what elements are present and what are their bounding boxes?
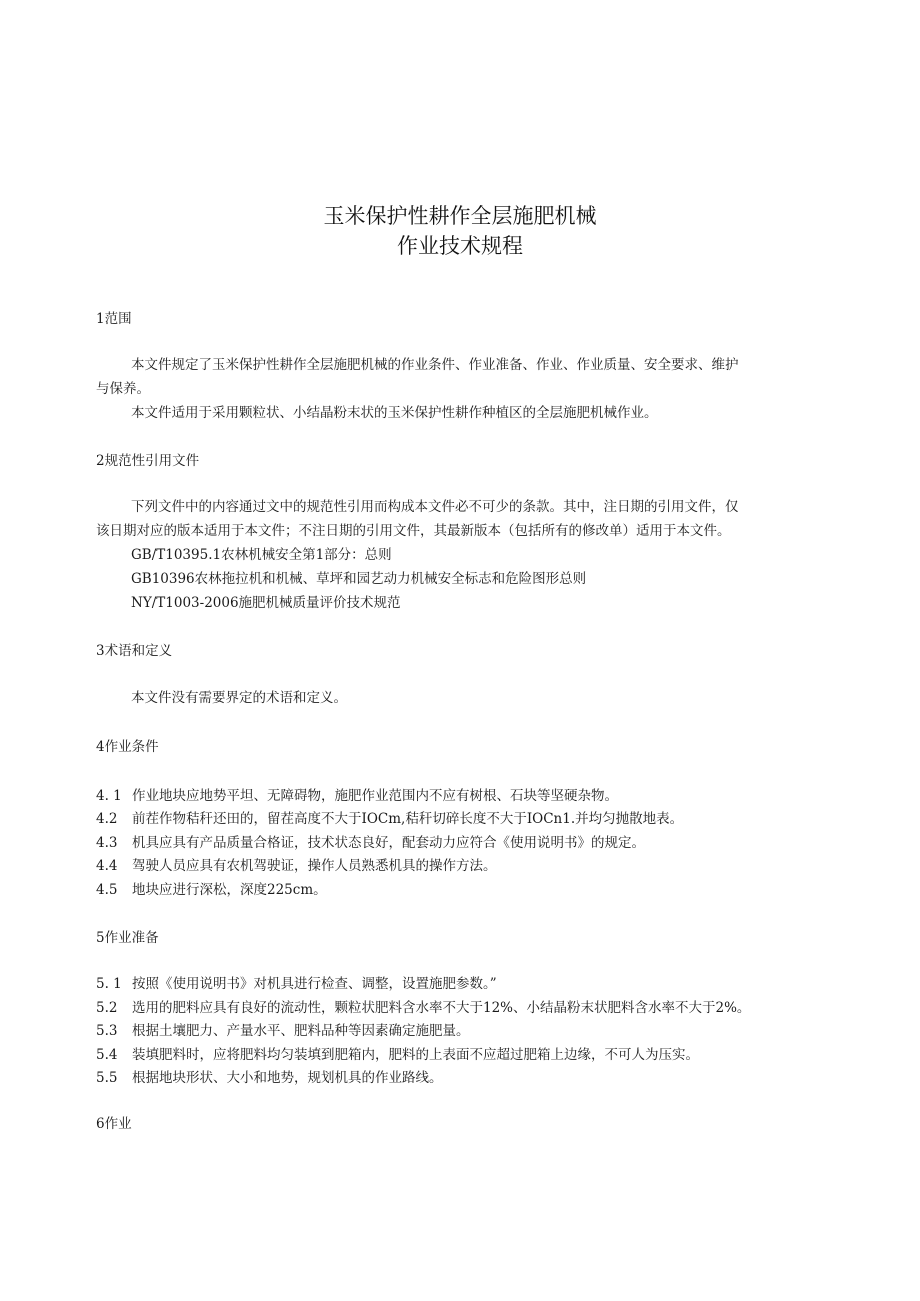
list-item bbox=[96, 810, 683, 828]
document-title-line2: 作业技术规程 bbox=[397, 234, 523, 258]
item-number: 5.5 bbox=[96, 1070, 118, 1086]
item-number: 4.3 bbox=[96, 835, 118, 851]
item-number: 5. 1 bbox=[96, 976, 122, 992]
item-text: 根据地块形状、大小和地势，规划机具的作业路线。 bbox=[132, 1070, 443, 1086]
paragraph: 本文件没有需要界定的术语和定义。 bbox=[131, 690, 347, 706]
item-number: 4.5 bbox=[96, 882, 118, 898]
list-item bbox=[96, 999, 750, 1017]
section-heading-normative-references: 2规范性引用文件 bbox=[96, 453, 200, 469]
list-item bbox=[96, 1022, 470, 1040]
list-item bbox=[96, 834, 645, 852]
reference-item: NY/T1003-2006施肥机械质量评价技术规范 bbox=[131, 595, 401, 611]
section-heading-terms: 3术语和定义 bbox=[96, 643, 173, 659]
item-text: 作业地块应地势平坦、无障碍物，施肥作业范围内不应有树根、石块等坚硬杂物。 bbox=[132, 788, 618, 804]
item-text: 驾驶人员应具有农机驾驶证，操作人员熟悉机具的操作方法。 bbox=[132, 858, 497, 874]
list-item bbox=[96, 1069, 443, 1087]
paragraph: 本文件规定了玉米保护性耕作全层施肥机械的作业条件、作业准备、作业、作业质量、安全要求、维护 bbox=[131, 357, 739, 373]
item-number: 5.4 bbox=[96, 1047, 118, 1063]
paragraph: 与保养。 bbox=[96, 381, 150, 397]
item-text: 前茬作物秸秆还田的，留茬高度不大于IOCm,秸秆切碎长度不大于IOCn1.并均匀抛散地表。 bbox=[132, 811, 684, 827]
reference-item: GB10396农林拖拉机和机械、草坪和园艺动力机械安全标志和危险图形总则 bbox=[131, 571, 587, 587]
list-item bbox=[96, 881, 327, 899]
list-item bbox=[96, 787, 618, 805]
section-heading-work-preparation: 5作业准备 bbox=[96, 930, 159, 946]
item-text: 地块应进行深松，深度225cm。 bbox=[132, 882, 327, 898]
paragraph: 本文件适用于采用颗粒状、小结晶粉末状的玉米保护性耕作种植区的全层施肥机械作业。 bbox=[131, 405, 658, 421]
section-heading-operation: 6作业 bbox=[96, 1116, 132, 1132]
item-number: 4. 1 bbox=[96, 788, 122, 804]
item-number: 5.2 bbox=[96, 1000, 118, 1016]
paragraph: 该日期对应的版本适用于本文件；不注日期的引用文件，其最新版本（包括所有的修改单）适用于本文件。 bbox=[96, 523, 731, 539]
list-item bbox=[96, 975, 497, 993]
section-heading-scope: 1范围 bbox=[96, 311, 132, 327]
paragraph: 下列文件中的内容通过文中的规范性引用而构成本文件必不可少的条款。其中，注日期的引用文件，仅 bbox=[131, 499, 739, 515]
item-number: 4.4 bbox=[96, 858, 118, 874]
item-text: 根据土壤肥力、产量水平、肥料品种等因素确定施肥量。 bbox=[132, 1023, 470, 1039]
item-text: 装填肥料时，应将肥料均匀装填到肥箱内，肥料的上表面不应超过肥箱上边缘，不可人为压实。 bbox=[132, 1047, 699, 1063]
item-number: 5.3 bbox=[96, 1023, 118, 1039]
item-text: 选用的肥料应具有良好的流动性，颗粒状肥料含水率不大于12%、小结晶粉末状肥料含水率不大于2%。 bbox=[132, 1000, 751, 1016]
item-number: 4.2 bbox=[96, 811, 118, 827]
reference-item: GB/T10395.1农林机械安全第1部分：总则 bbox=[131, 547, 392, 563]
list-item bbox=[96, 857, 497, 875]
document-title-line1: 玉米保护性耕作全层施肥机械 bbox=[323, 204, 597, 228]
item-text: 按照《使用说明书》对机具进行检查、调整，设置施肥参数。” bbox=[132, 976, 497, 992]
section-heading-work-conditions: 4作业条件 bbox=[96, 739, 159, 755]
item-text: 机具应具有产品质量合格证，技术状态良好，配套动力应符合《使用说明书》的规定。 bbox=[132, 835, 645, 851]
list-item bbox=[96, 1046, 699, 1064]
